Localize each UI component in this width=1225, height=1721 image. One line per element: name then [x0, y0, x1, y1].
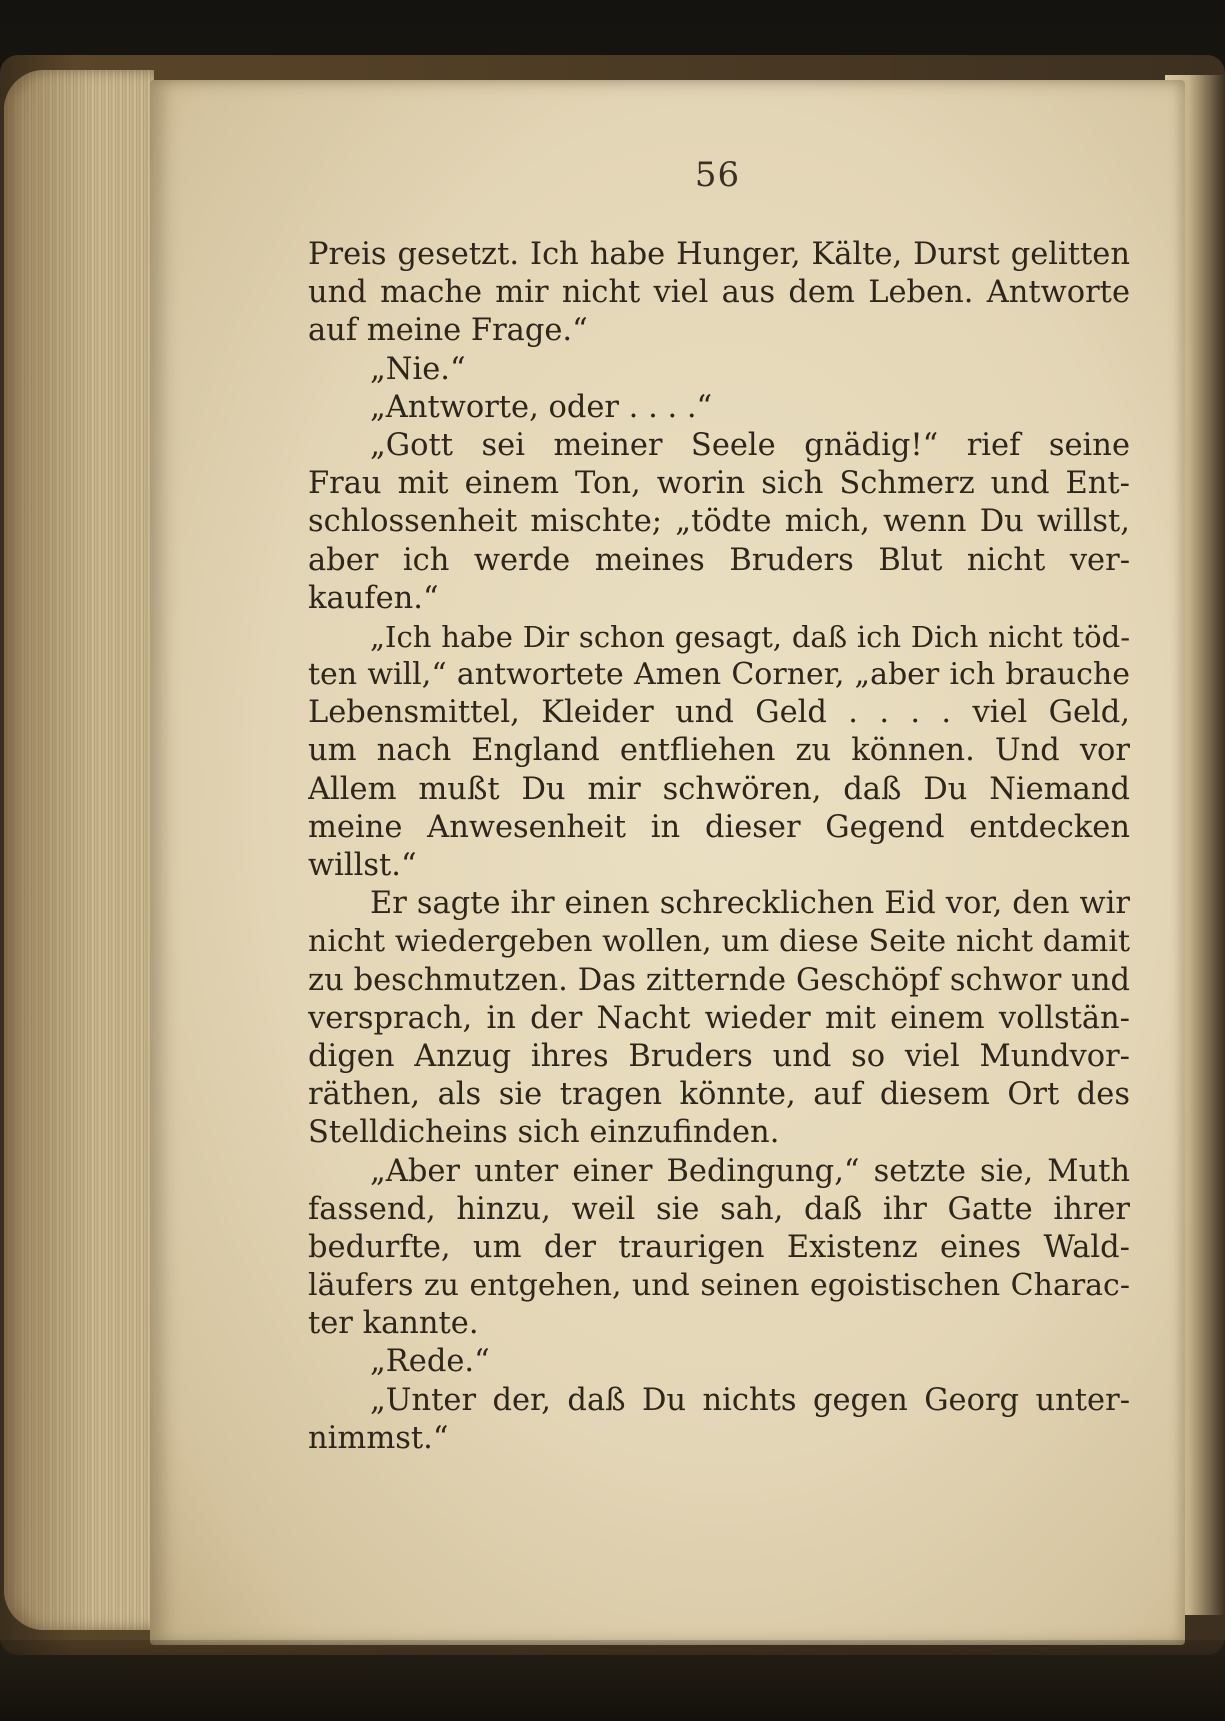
text-line: bedurfte, um der traurigen Existenz eines Wald-: [308, 1229, 1130, 1265]
text-line: um nach England entfliehen zu können. Und vor: [308, 733, 1130, 769]
text-line: „Nie.“: [370, 351, 466, 387]
text-line: Preis gesetzt. Ich habe Hunger, Kälte, Durst gelitten: [308, 237, 1130, 272]
text-line: willst.“: [308, 848, 417, 883]
text-line: „Ich habe Dir schon gesagt, daß ich Dich nicht töd-: [370, 619, 1130, 654]
text-line: „Gott sei meiner Seele gnädig!“ rief seine: [370, 427, 1130, 463]
text-line: Er sagte ihr einen schrecklichen Eid vor, den wir: [370, 886, 1130, 922]
text-line: digen Anzug ihres Bruders und so viel Mundvor-: [308, 1038, 1130, 1074]
text-line: kaufen.“: [308, 580, 439, 616]
text-line: und mache mir nicht viel aus dem Leben. Antworte: [308, 275, 1130, 311]
text-line: ter kannte.: [308, 1306, 479, 1342]
text-line: Allem mußt Du mir schwören, daß Du Niemand: [308, 771, 1130, 807]
page-body-text: [308, 236, 1130, 1458]
page-number: 56: [694, 155, 741, 195]
text-line: Lebensmittel, Kleider und Geld . . . . viel Geld,: [308, 695, 1130, 731]
page-stack-edge-left: [4, 70, 154, 1630]
table-shadow: [0, 1640, 1225, 1721]
text-line: „Rede.“: [370, 1344, 490, 1380]
text-line: Frau mit einem Ton, worin sich Schmerz und Ent-: [308, 466, 1130, 502]
text-line: Stelldicheins sich einzufinden.: [308, 1115, 780, 1151]
text-line: zu beschmutzen. Das zitternde Geschöpf schwor und: [308, 962, 1130, 998]
text-line: läufers zu entgehen, und seinen egoistischen Charac-: [308, 1268, 1130, 1304]
text-line: schlossenheit mischte; „tödte mich, wenn Du willst,: [308, 504, 1130, 540]
text-line: aber ich werde meines Bruders Blut nicht ver-: [308, 542, 1130, 578]
text-line: „Aber unter einer Bedingung,“ setzte sie, Muth: [370, 1153, 1130, 1189]
text-line: fassend, hinzu, weil sie sah, daß ihr Gatte ihrer: [308, 1191, 1130, 1227]
text-line: versprach, in der Nacht wieder mit einem vollstän-: [308, 1000, 1130, 1036]
text-line: räthen, als sie tragen könnte, auf diesem Ort des: [308, 1077, 1130, 1113]
text-line: „Unter der, daß Du nichts gegen Georg unter-: [370, 1382, 1130, 1418]
text-line: ten will,“ antwortete Amen Corner, „aber ich brauche: [308, 657, 1130, 693]
text-line: meine Anwesenheit in dieser Gegend entdecken: [308, 809, 1130, 845]
text-line: „Antworte, oder . . . .“: [370, 389, 713, 425]
text-line: nimmst.“: [308, 1420, 449, 1456]
text-line: auf meine Frage.“: [308, 313, 588, 349]
text-line: nicht wiedergeben wollen, um diese Seite nicht damit: [308, 924, 1130, 960]
